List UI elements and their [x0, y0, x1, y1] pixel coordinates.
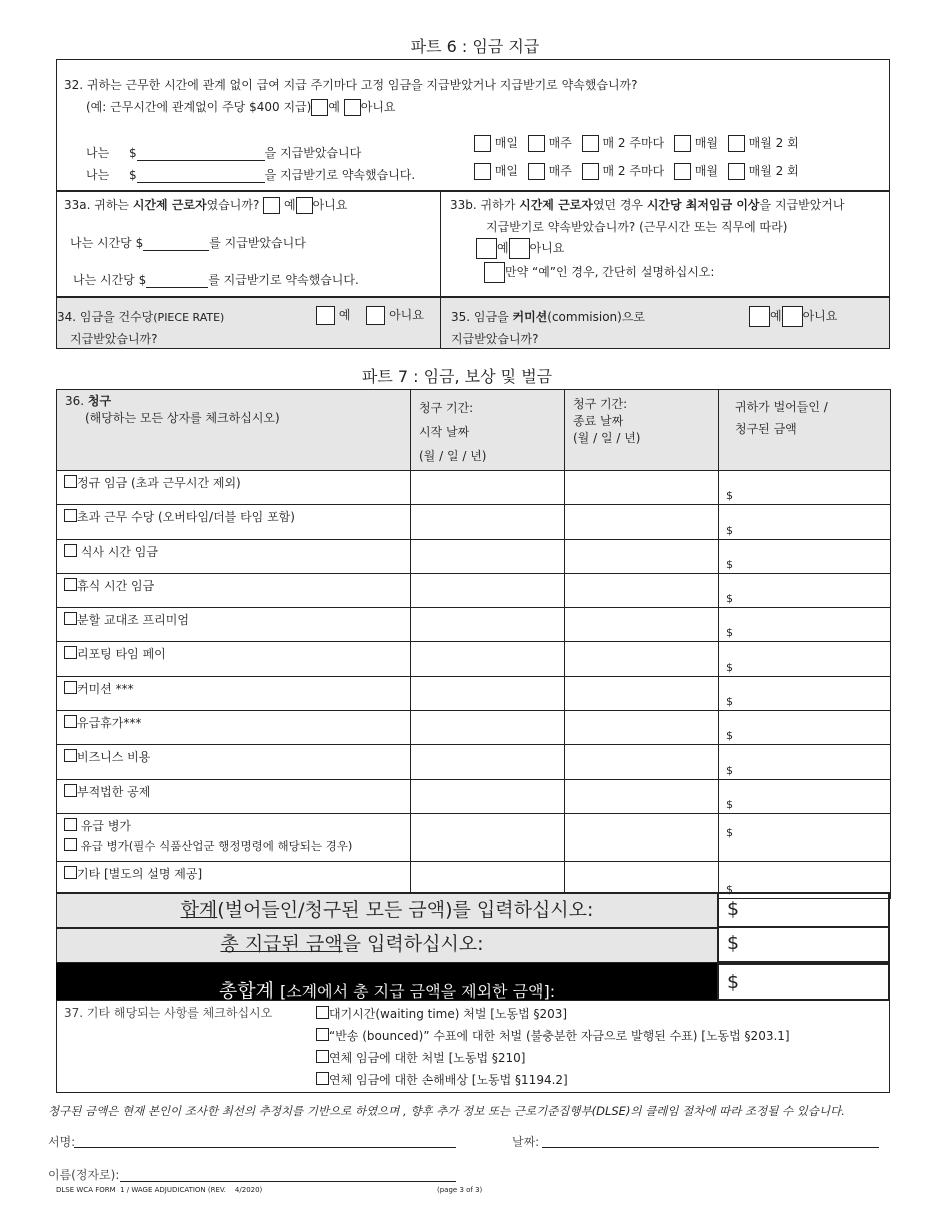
q33a-pre: 33a. 귀하는 [64, 198, 133, 212]
q32-example [86, 98, 396, 116]
q33b-bold1: 시간제 근로자 [519, 198, 593, 212]
amount-cell[interactable] [719, 471, 891, 505]
q35-en: (commision) [547, 310, 622, 324]
q33a-line1-post: 를 지급받았습니다 [209, 236, 306, 250]
q32-received-amount-field[interactable] [137, 146, 265, 161]
q32-yes-checkbox[interactable] [311, 99, 328, 116]
disclaimer: 청구된 금액은 현재 본인이 조사한 최선의 추정치를 기반으로 하였으며 , 향후 추가 정보 또는 근로기준집행부(DLSE)의 클레임 절차에 따라 조정될 수 있습니다. [48, 1104, 845, 1118]
start-date-cell[interactable] [411, 642, 565, 676]
freq2-monthly-checkbox[interactable] [674, 163, 691, 180]
claim-label: 기타 [별도의 설명 제공] [77, 866, 203, 881]
q32-example-text: (예: 근무시간에 관계없이 주당 $400 지급) [86, 100, 312, 114]
name-label: 이름(정자로): [48, 1168, 120, 1182]
q34-line1 [57, 308, 224, 325]
amount-cell[interactable] [719, 573, 891, 607]
claim-header-pre: 36. [65, 394, 88, 408]
q37-item: 연체 임금에 대한 손해배상 [노동법 §1194.2] [329, 1073, 568, 1087]
amount-value: $ [726, 825, 733, 839]
form-id: DLSE WCA FORM 1 / WAGE ADJUDICATION (REV. 4/2020) [56, 1186, 263, 1194]
q35-line1 [451, 308, 645, 325]
q34-no-checkbox[interactable] [366, 306, 385, 325]
q33b-explain-row [484, 262, 714, 283]
q33a-bold: 시간제 근로자 [132, 198, 207, 212]
claim-checkbox[interactable] [64, 715, 77, 728]
table-row [57, 813, 891, 861]
amount-cell[interactable] [719, 813, 891, 861]
freq1-weekly-checkbox[interactable] [528, 135, 545, 152]
q34-line1-en: (PIECE RATE) [153, 311, 225, 324]
claim-label-cell [57, 779, 411, 813]
amount-value: $ [726, 797, 733, 811]
q34-no-label: 아니요 [389, 308, 424, 322]
q33a-no-label: 아니요 [312, 198, 348, 212]
q33b-options [476, 238, 564, 259]
grand-total-label [56, 976, 718, 1003]
amount-header [719, 390, 891, 471]
amount-header-line1: 귀하가 벌어들인 / [735, 400, 828, 414]
amount-value: $ [726, 626, 733, 640]
grand-total-main: 총합계 [218, 980, 280, 1002]
claim-label: 식사 시간 임금 [77, 544, 158, 559]
freq-label: 매주 [548, 164, 572, 178]
freq-label: 매 2 주마다 [602, 164, 665, 178]
q35-bold: 커미션 [512, 310, 548, 324]
subtotal-dollar: $ [727, 898, 740, 920]
end-date-cell[interactable] [565, 608, 719, 642]
claim-label-cell [57, 471, 411, 505]
q32-received-suffix: 을 지급받았습니다 [264, 146, 362, 160]
part7-title: 파트 7 : 임금, 보상 및 벌금 [361, 367, 553, 386]
grand-total-dollar: $ [727, 971, 740, 993]
divider [440, 297, 441, 348]
q33a-line2-pre: 나는 시간당 $ [73, 273, 147, 287]
claim-label: 커미션 *** [77, 681, 134, 696]
claim-label-cell [57, 608, 411, 642]
start-date-cell[interactable] [411, 779, 565, 813]
freq-label: 매주 [548, 136, 572, 150]
end-date-cell[interactable] [565, 539, 719, 573]
q33b-explain-label: 만약 “예”인 경우, 간단히 설명하십시오: [505, 265, 715, 279]
claim-label: 초과 근무 수당 (오버타임/더블 타임 포함) [77, 510, 295, 525]
q32-promised-amount-field[interactable] [137, 168, 265, 183]
q33b-no-label: 아니요 [529, 241, 565, 255]
grand-total-amount-field[interactable] [717, 963, 890, 1001]
q35-yes-label: 예 [770, 309, 782, 323]
claim-label-cell [57, 813, 411, 861]
start-date-header [411, 390, 565, 471]
divider [440, 190, 441, 297]
subtotal-underlined: 합계 [180, 899, 218, 921]
page-number: (page 3 of 3) [437, 1186, 483, 1194]
q34-line1-pre: 34. 임금을 건수당 [57, 310, 154, 324]
claim-label-cell [57, 745, 411, 779]
claims-table [56, 389, 891, 899]
q35-line1-post: 으로 [621, 310, 646, 324]
table-row [57, 779, 891, 813]
q33b-post: 을 지급받았거나 [759, 198, 845, 212]
q34-yes-label: 예 [338, 308, 351, 322]
end-date-cell[interactable] [565, 505, 719, 539]
claim-checkbox[interactable] [64, 749, 77, 762]
paid-dollar: $ [727, 932, 740, 954]
q32-received-dollar: $ [129, 146, 137, 160]
freq2-weekly-checkbox[interactable] [528, 163, 545, 180]
freq2-daily-checkbox[interactable] [474, 163, 491, 180]
amount-cell[interactable] [719, 505, 891, 539]
claim-checkbox[interactable] [64, 784, 77, 797]
subtotal-rest: (벌어들인/청구된 모든 금액)를 입력하십시오: [217, 899, 594, 921]
q35-yes-checkbox[interactable] [749, 306, 770, 327]
table-row [57, 573, 891, 607]
freq-label: 매일 [494, 164, 519, 178]
q32-question: 32. 귀하는 근무한 시간에 관계 없이 급여 지급 주기마다 고정 임금을 지급받았거나 지급받기로 약속했습니까? [64, 78, 638, 92]
q32-promised-row [86, 166, 415, 183]
end-date-cell[interactable] [565, 676, 719, 710]
q37-item: 연체 임금에 대한 처벌 [노동법 §210] [329, 1051, 526, 1065]
sick-pay-checkbox[interactable] [64, 818, 77, 831]
claim-label-cell [57, 711, 411, 745]
claim-checkbox[interactable] [64, 509, 77, 522]
claim-label: 분할 교대조 프리미엄 [77, 613, 189, 628]
q33a-yes-label: 예 [283, 198, 296, 212]
q32-promised-suffix: 을 지급받기로 약속했습니다. [264, 168, 416, 182]
freq-label: 매일 [494, 136, 519, 150]
start-header-line3: (월 / 일 / 년) [419, 449, 487, 463]
table-row [57, 608, 891, 642]
grand-total-bracket: [소계에서 총 지급 금액을 제외한 금액]: [279, 982, 556, 1001]
claim-header-bold: 청구 [87, 394, 112, 408]
end-date-cell[interactable] [565, 813, 719, 861]
freq-label: 매월 2 회 [748, 136, 799, 150]
start-date-cell[interactable] [411, 745, 565, 779]
amount-value: $ [726, 729, 733, 743]
freq-label: 매월 [694, 164, 718, 178]
claim-checkbox[interactable] [64, 578, 77, 591]
end-date-cell[interactable] [565, 471, 719, 505]
table-row [57, 711, 891, 745]
claim-label: 정규 임금 (초과 근무시간 제외) [77, 476, 241, 490]
subtotal-amount-field[interactable] [717, 892, 890, 928]
q34-line2: 지급받았습니까? [70, 332, 158, 346]
start-date-cell[interactable] [411, 539, 565, 573]
q33a-line1-pre: 나는 시간당 $ [70, 236, 144, 250]
claims-header-row [57, 390, 891, 471]
amount-header-line2: 청구된 금액 [735, 422, 797, 436]
end-date-cell[interactable] [565, 711, 719, 745]
end-date-cell[interactable] [565, 779, 719, 813]
amount-cell[interactable] [719, 745, 891, 779]
freq1-monthly-checkbox[interactable] [674, 135, 691, 152]
claim-checkbox[interactable] [64, 612, 77, 625]
claim-label: 휴식 시간 임금 [77, 578, 155, 593]
q33a-received-row [70, 234, 306, 251]
claim-header [57, 390, 411, 471]
q33a-post: 였습니까? [206, 198, 260, 212]
end-date-header [565, 390, 719, 471]
claim-checkbox[interactable] [64, 866, 77, 879]
q37-item: 대기시간(waiting time) 처벌 [노동법 §203] [329, 1007, 568, 1021]
paid-label [56, 928, 718, 956]
q33b-question [450, 196, 845, 213]
q33b-explain-checkbox[interactable] [484, 262, 505, 283]
freq2-biweekly-checkbox[interactable] [582, 163, 599, 180]
amount-value: $ [726, 592, 733, 606]
q33b-no-checkbox[interactable] [509, 238, 530, 259]
end-header-line1: 청구 기간: [573, 397, 628, 411]
claim-label-cell [57, 676, 411, 710]
q37-item: “반송 (bounced)” 수표에 대한 처벌 (불충분한 자금으로 발행된 수표) [노동법 §203.1] [329, 1029, 790, 1043]
part6-title: 파트 6 : 임금 지급 [410, 37, 540, 56]
q33a-line2-post: 를 지급받기로 약속했습니다. [208, 273, 359, 287]
claim-label: 유급 병가(필수 식품산업군 행정명령에 해당되는 경우) [77, 838, 353, 853]
amount-value: $ [726, 882, 733, 896]
claim-label-cell [57, 573, 411, 607]
q33a-received-rate-field[interactable] [143, 236, 209, 251]
claim-checkbox[interactable] [64, 681, 77, 694]
q37-options [316, 1003, 790, 1091]
q33b-mid: 였던 경우 [592, 198, 647, 212]
claim-label: 유급 병가 [77, 818, 131, 833]
signature-label: 서명: [48, 1135, 76, 1149]
date-field[interactable] [542, 1147, 879, 1148]
start-date-cell[interactable] [411, 711, 565, 745]
amount-value: $ [726, 523, 733, 537]
end-header-line3: (월 / 일 / 년) [573, 431, 641, 445]
start-date-cell[interactable] [411, 813, 565, 861]
late-wage-penalty-checkbox[interactable] [316, 1050, 329, 1063]
claim-label-cell [57, 505, 411, 539]
claim-label-cell [57, 642, 411, 676]
start-header-line1: 청구 기간: [419, 401, 474, 415]
q34-yes-checkbox[interactable] [316, 306, 335, 325]
claim-checkbox[interactable] [64, 646, 77, 659]
q32-no-label: 아니요 [360, 100, 396, 114]
freq-label: 매월 2 회 [748, 164, 799, 178]
amount-cell[interactable] [719, 642, 891, 676]
q34-options [316, 306, 424, 325]
amount-cell[interactable] [719, 539, 891, 573]
freq1-semimonthly-checkbox[interactable] [728, 135, 745, 152]
table-row [57, 505, 891, 539]
q33b-yes-checkbox[interactable] [476, 238, 497, 259]
q33b-bold2: 시간당 최저임금 이상 [646, 198, 760, 212]
q32-promised-dollar: $ [129, 168, 137, 182]
freq-label: 매월 [694, 136, 718, 150]
claim-header-sub: (해당하는 모든 상자를 체크하십시오) [85, 411, 280, 425]
amount-value: $ [726, 557, 733, 571]
q33a-question [64, 196, 347, 214]
table-row [57, 471, 891, 505]
start-date-cell[interactable] [411, 608, 565, 642]
amount-value: $ [726, 763, 733, 777]
start-header-line2: 시작 날짜 [419, 425, 470, 439]
table-row [57, 642, 891, 676]
claim-label-cell [57, 539, 411, 573]
freq1-daily-checkbox[interactable] [474, 135, 491, 152]
liquidated-damages-checkbox[interactable] [316, 1072, 329, 1085]
claim-checkbox[interactable] [64, 544, 77, 557]
freq-label: 매 2 주마다 [602, 136, 665, 150]
q33b-yes-label: 예 [497, 241, 509, 255]
end-date-cell[interactable] [565, 745, 719, 779]
q35-line2: 지급받았습니까? [451, 332, 539, 346]
divider [56, 190, 890, 192]
name-field[interactable] [120, 1181, 456, 1182]
paid-amount-field[interactable] [717, 928, 890, 963]
claim-label: 유급휴가*** [77, 716, 142, 731]
freq2-semimonthly-checkbox[interactable] [728, 163, 745, 180]
date-label: 날짜: [512, 1135, 540, 1149]
q32-no-checkbox[interactable] [344, 99, 361, 116]
start-date-cell[interactable] [411, 573, 565, 607]
q32-frequency-row1 [474, 134, 799, 152]
claim-label: 리포팅 타임 페이 [77, 647, 166, 662]
q33b-line2: 지급받기로 약속받았습니까? (근무시간 또는 직무에 따라) [486, 220, 788, 234]
bounced-check-checkbox[interactable] [316, 1028, 329, 1041]
claim-label: 비즈니스 비용 [77, 750, 151, 765]
freq1-biweekly-checkbox[interactable] [582, 135, 599, 152]
waiting-time-checkbox[interactable] [316, 1006, 329, 1019]
table-row [57, 676, 891, 710]
end-date-cell[interactable] [565, 573, 719, 607]
q33a-yes-checkbox[interactable] [263, 197, 280, 214]
q33b-pre: 33b. 귀하가 [450, 198, 520, 212]
q35-no-label: 아니요 [802, 309, 838, 323]
subtotal-label [56, 892, 718, 922]
amount-cell[interactable] [719, 711, 891, 745]
paid-rest: 을 입력하십시오: [342, 933, 484, 955]
q33a-promised-row [73, 271, 359, 288]
q33a-promised-rate-field[interactable] [146, 273, 208, 288]
q35-no-checkbox[interactable] [782, 306, 803, 327]
q35-options [749, 306, 837, 327]
paid-underlined: 총 지급된 금액 [220, 933, 343, 955]
amount-value: $ [726, 660, 733, 674]
end-header-line2: 종료 날짜 [573, 414, 624, 428]
claim-label: 부적법한 공제 [77, 784, 151, 799]
signature-field[interactable] [74, 1147, 456, 1148]
q33a-no-checkbox[interactable] [296, 197, 313, 214]
q32-received-row [86, 144, 361, 161]
q37-label: 37. 기타 해당되는 사항를 체크하십시오 [64, 1006, 273, 1020]
start-date-cell[interactable] [411, 505, 565, 539]
start-date-cell[interactable] [411, 471, 565, 505]
start-date-cell[interactable] [411, 676, 565, 710]
amount-cell[interactable] [719, 676, 891, 710]
table-row [57, 539, 891, 573]
sick-pay-covid-checkbox[interactable] [64, 838, 77, 851]
q32-promised-prefix: 나는 [86, 168, 110, 182]
q32-frequency-row2 [474, 162, 799, 180]
q32-yes-label: 예 [328, 100, 340, 114]
amount-cell[interactable] [719, 779, 891, 813]
amount-value: $ [726, 489, 733, 503]
q35-line1-pre: 35. 임금을 [451, 310, 513, 324]
claim-checkbox[interactable] [64, 475, 77, 488]
amount-cell[interactable] [719, 608, 891, 642]
amount-value: $ [726, 695, 733, 709]
table-row [57, 745, 891, 779]
end-date-cell[interactable] [565, 642, 719, 676]
q32-received-prefix: 나는 [86, 146, 110, 160]
